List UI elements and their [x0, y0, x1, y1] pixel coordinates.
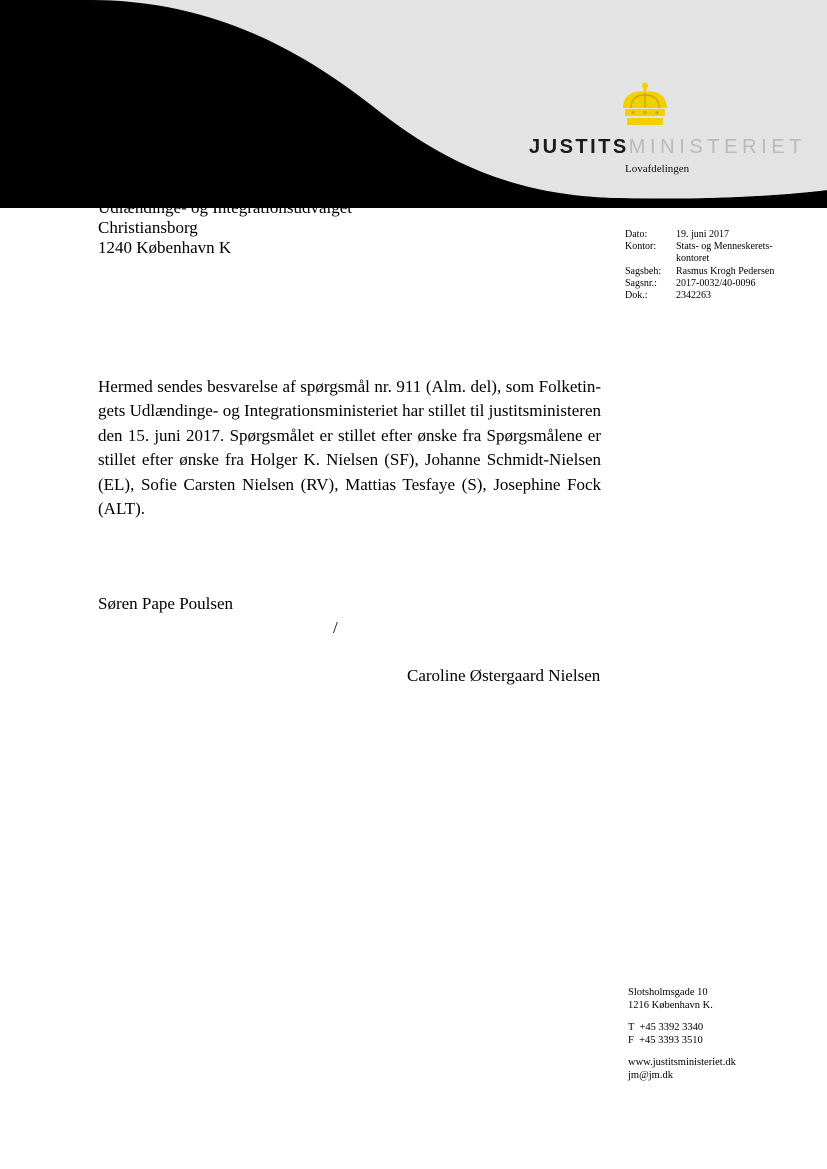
footer-website-link[interactable]: www.justitsministeriet.dk: [628, 1057, 736, 1069]
ministry-logo: [529, 136, 806, 158]
signature-separator: /: [333, 618, 338, 637]
recipient-address: [98, 198, 352, 258]
meta-label: Dato:: [625, 229, 648, 240]
department-name: Lovafdelingen: [625, 163, 690, 175]
letter-body: Hermed sendes besvarelse af spørgsmål nr. 911 (Alm. del), som Folketingets Udlændinge- og Integrationsministeriet har stillet til justitsministeren den 15. juni 2017. Spørgsmålet er stillet efter ønske fra Spørgsmålene er stillet efter ønske fra Holger K. Nielsen (SF), Johanne Schmidt-Nielsen (EL), Sofie Carsten Nielsen (RV), Mattias Tesfaye (S), Josephine Fock (ALT).: [98, 377, 601, 519]
meta-row-case-number: [625, 278, 796, 290]
footer-email-link[interactable]: jm@jm.dk: [628, 1069, 673, 1081]
meta-value: 19. juni 2017: [676, 229, 730, 240]
footer-address-line: Slotsholmsgade 10: [628, 987, 708, 998]
logo-text-light: MINISTERIET: [628, 136, 807, 158]
meta-value: 2017-0032/40-0096: [676, 277, 756, 289]
crown-icon: [619, 82, 671, 130]
meta-value: Rasmus Krogh Pedersen: [676, 265, 775, 277]
recipient-line: Udlændinge- og Integrationsudvalget: [98, 198, 353, 217]
meta-row-handler: [625, 266, 796, 278]
official-name: Caroline Østergaard Nielsen: [407, 666, 601, 685]
footer-spacer: [628, 1012, 736, 1022]
minister-name: Søren Pape Poulsen: [98, 594, 234, 613]
meta-row-office: [625, 241, 796, 265]
logo-text-bold: JUSTITS: [529, 136, 629, 158]
header-swoosh: [0, 0, 827, 208]
footer-address-line: 1216 København K.: [628, 999, 713, 1011]
meta-row-date: [625, 229, 796, 241]
meta-label: Sagsbeh:: [625, 265, 662, 277]
recipient-line: Christiansborg: [98, 218, 198, 237]
meta-value: Stats- og Menneskerets-kontoret: [676, 241, 773, 265]
footer-fax: F +45 3393 3510: [628, 1034, 703, 1046]
footer-phone: T +45 3392 3340: [628, 1022, 704, 1034]
document-metadata: [625, 229, 796, 302]
meta-row-document-number: [625, 290, 796, 302]
ministry-contact-footer: [628, 987, 736, 1083]
meta-label: Dok.:: [625, 290, 648, 302]
meta-label: Kontor:: [625, 241, 657, 253]
meta-value: 2342263: [676, 290, 711, 302]
meta-label: Sagsnr.:: [625, 277, 657, 289]
footer-spacer: [628, 1047, 736, 1057]
recipient-line: 1240 København K: [98, 238, 232, 257]
